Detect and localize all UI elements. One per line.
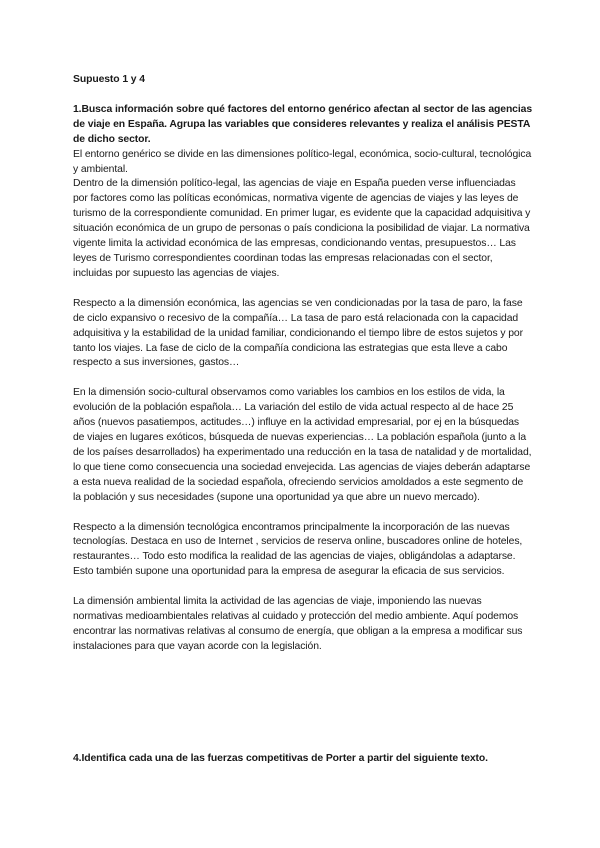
- document-title: Supuesto 1 y 4: [73, 74, 145, 85]
- paragraph-spacer: [73, 506, 533, 521]
- paragraph-spacer: [73, 282, 533, 297]
- paragraph-intro: El entorno genérico se divide en las dimensiones político-legal, económica, socio-cultural, tecnológica y ambiental.: [73, 148, 532, 175]
- paragraph-spacer: [73, 371, 533, 386]
- paragraph-technological: Respecto a la dimensión tecnológica encontramos principalmente la incorporación de las nuevas tecnologías. Destaca en uso de Internet , servicios de reserva online, buscadores online de hoteles, restaurantes… Todo esto modifica la realidad de las agencias de viajes, obligándolas a adaptarse. Esto también supone una oportunidad para la empresa de asegurar la eficacia de sus servicios.: [73, 521, 523, 578]
- paragraph-socio-cultural: En la dimensión socio-cultural observamos como variables los cambios en los estilos de vida, la evolución de la población española… La variación del estilo de vida actual respecto al de hace 25 años (nuevos pasatiempos, actitudes…) influye en la actividad empresarial, por ej en la búsquedas de viajes en lugares exóticos, búsqueda de nuevas experiencias… La población española (junto a la de los países desarrollados) ha experimentado una reducción en la tasa de natalidad y de mortalidad, lo que tiene como consecuencia una sociedad envejecida. Las agencias de viajes deberán adaptarse a esta nueva realidad de la sociedad española, ofreciendo servicios amoldados a este segmento de la población y sus necesidades (supone una oportunidad ya que abre un nuevo mercado).: [73, 387, 532, 503]
- paragraph-economic: Respecto a la dimensión económica, las agencias se ven condicionadas por la tasa de paro, la fase de ciclo expansivo o recesivo de la compañía… La tasa de paro está relacionada con la capacidad adquisitiva y la estabilidad de la unidad familiar, condicionando el tiempo libre de estos sujetos y por tanto los viajes. La fase de ciclo de la compañía condiciona las estrategias que esta lleve a cabo respecto a sus inversiones, gastos…: [73, 297, 523, 369]
- paragraph-spacer: [73, 580, 533, 595]
- question-1: 1.Busca información sobre qué factores del entorno genérico afectan al sector de las agencias de viaje en España. Agrupa las variables que consideres relevantes y realiza el análisis PESTA de dicho sector.: [73, 103, 533, 145]
- document-body: [73, 73, 533, 655]
- paragraph-political-legal: Dentro de la dimensión político-legal, las agencias de viaje en España pueden verse influenciadas por factores como las políticas económicas, normativa vigente de agencias de viajes y las leyes de turismo de la correspondiente comunidad. En primer lugar, es evidente que la capacidad adquisitiva y situación económica de un grupo de personas o país condiciona la posibilidad de viajar. La normativa vigente limita la actividad económica de las empresas, condicionando ventas, presupuestos… Las leyes de Turismo correspondientes coordinan todas las empresas relacionadas con el sector, incluidas por supuesto las agencias de viajes.: [73, 178, 531, 279]
- question-4: 4.Identifica cada una de las fuerzas competitivas de Porter a partir del siguiente texto.: [73, 753, 488, 764]
- paragraph-environmental: La dimensión ambiental limita la actividad de las agencias de viaje, imponiendo las nuevas normativas medioambientales relativas al cuidado y protección del medio ambiente. Aquí podemos encontrar las normativas relativas al consumo de energía, que obligan a la empresa a modificar sus instalaciones para que vayan acorde con la legislación.: [73, 596, 523, 652]
